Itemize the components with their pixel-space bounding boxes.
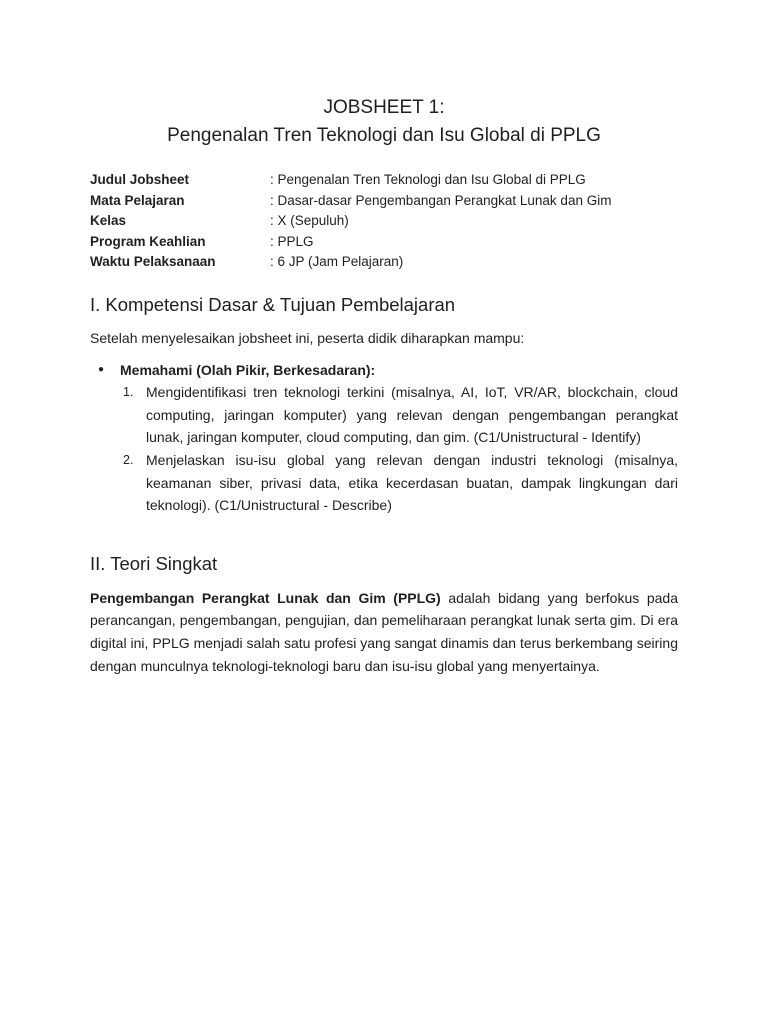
section-heading-teori: II. Teori Singkat <box>90 552 218 574</box>
metadata-row <box>90 232 678 253</box>
list-item <box>123 381 678 449</box>
document-subtitle: Pengenalan Tren Teknologi dan Isu Global di PPLG <box>167 125 601 146</box>
theory-paragraph <box>90 587 678 677</box>
metadata-row <box>90 252 678 273</box>
theory-bold-term: Pengembangan Perangkat Lunak dan Gim (PPLG) <box>90 589 441 606</box>
section-heading-kompetensi: I. Kompetensi Dasar & Tujuan Pembelajaran <box>90 293 456 315</box>
bullet-list <box>90 359 678 517</box>
document-page <box>90 94 678 677</box>
metadata-label: Program Keahlian <box>90 233 206 249</box>
document-title: JOBSHEET 1: <box>323 97 445 118</box>
metadata-row <box>90 170 678 191</box>
metadata-table <box>90 170 678 273</box>
metadata-label: Mata Pelajaran <box>90 192 185 208</box>
metadata-value: : Pengenalan Tren Teknologi dan Isu Global di PPLG <box>270 172 586 187</box>
metadata-value: : 6 JP (Jam Pelajaran) <box>270 254 404 270</box>
metadata-value: : PPLG <box>270 233 314 249</box>
list-number: 1. <box>123 385 134 400</box>
metadata-value: : X (Sepuluh) <box>270 213 349 229</box>
bullet-item <box>90 359 678 382</box>
numbered-list <box>123 381 678 517</box>
bullet-label: Memahami (Olah Pikir, Berkesadaran): <box>120 361 376 378</box>
bullet-icon: ● <box>98 363 105 375</box>
metadata-label: Judul Jobsheet <box>90 172 190 187</box>
metadata-label: Waktu Pelaksanaan <box>90 254 216 270</box>
theory-body-text: adalah bidang yang berfokus pada perancangan, pengembangan, pengujian, dan pemeliharaan perangkat lunak serta gim. Di era digital ini, PPLG menjadi salah satu profesi yang sangat dinamis dan terus berkembang seiring dengan munculnya teknologi-teknologi baru dan isu-isu global yang menyertainya. <box>90 589 678 674</box>
list-item-text: Mengidentifikasi tren teknologi terkini (misalnya, AI, IoT, VR/AR, blockchain, cloud computing, jaringan komputer) yang relevan dengan pengembangan perangkat lunak, jaringan komputer, cloud computing, dan gim. (C1/Unistructural - Identify) <box>146 384 678 446</box>
list-number: 2. <box>123 452 134 467</box>
section-intro: Setelah menyelesaikan jobsheet ini, peserta didik diharapkan mampu: <box>90 329 525 346</box>
metadata-row <box>90 211 678 232</box>
metadata-value: : Dasar-dasar Pengembangan Perangkat Lunak dan Gim <box>270 192 612 208</box>
metadata-label: Kelas <box>90 213 127 229</box>
list-item-text: Menjelaskan isu-isu global yang relevan dengan industri teknologi (misalnya, keamanan siber, privasi data, etika kecerdasan buatan, dampak lingkungan dari teknologi). (C1/Unistructural - Describe) <box>146 451 678 514</box>
list-item <box>123 449 678 517</box>
metadata-row <box>90 191 678 212</box>
